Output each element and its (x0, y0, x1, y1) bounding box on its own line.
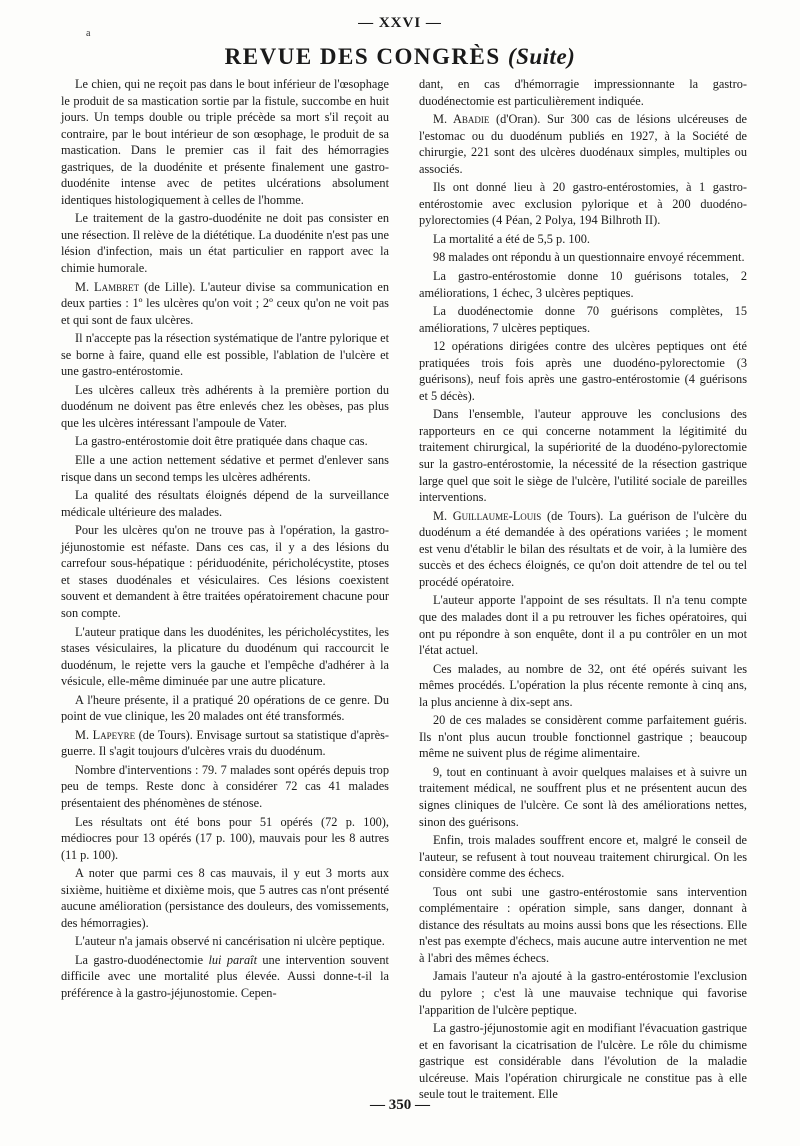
paragraph: Tous ont subi une gastro-entérostomie sans intervention complémentaire : opération simple, sans danger, donnant à distance des résultats au moins aussi bons que les résections. Elle n'est pas exempte d'échecs, mais aucune autre intervention ne met à l'abri des mêmes échecs. (419, 884, 747, 965)
paragraph: Dans l'ensemble, l'auteur approuve les conclusions des rapporteurs en ce qui concerne notamment la légitimité du traitement chirurgical, la supériorité de la duodéno-pylorectomie sur la gastro-entérostomie, la nécessité de la résection gastrique large quel que soit le siège de l'ulcère, l'utilité sociale de pareilles interventions. (419, 407, 747, 505)
paragraph: La gastro-jéjunostomie agit en modifiant l'évacuation gastrique et en favorisant la cicatrisation de l'ulcère. Le rôle du chimisme gastrique est considérable dans l'évolution de la maladie ulcéreuse. Mais l'opération chirurgicale ne constitue pas à elle seule tout le traitement. Elle (419, 1021, 747, 1102)
author-name: M. Lapeyre (75, 727, 136, 742)
paragraph: Les ulcères calleux très adhérents à la première portion du duodénum ne doivent pas être enlevés chez les obèses, pas plus que les ulcères intéressant l'ampoule de Vater. (61, 382, 389, 430)
paragraph: La duodénectomie donne 70 guérisons complètes, 15 améliorations, 7 ulcères peptiques. (419, 304, 747, 335)
paragraph: L'auteur n'a jamais observé ni cancérisation ni ulcère peptique. (75, 934, 385, 949)
paragraph: A l'heure présente, il a pratiqué 20 opérations de ce genre. Du point de vue clinique, les 20 malades ont été transformés. (61, 692, 389, 724)
paragraph: La qualité des résultats éloignés dépend de la surveillance médicale ultérieure des malades. (61, 488, 389, 519)
section-title-main: REVUE DES CONGRÈS (224, 44, 501, 69)
paragraph: La gastro-entérostomie doit être pratiquée dans chaque cas. (75, 434, 368, 449)
paragraph: Ils ont donné lieu à 20 gastro-entérostomies, à 1 gastro-entérostomie avec exclusion pylorique et à 200 duodéno-pylorectomies (4 Péan, 2 Polya, 194 Bilhroth II). (419, 180, 747, 228)
paragraph-text: (de Tours). Envisage surtout sa statistique d'après-guerre. Il s'agit toujours d'ulcères vrais du duodénum. (61, 727, 389, 759)
paragraph-text: (de Tours). La guérison de l'ulcère du duodénum a été demandée à des opérations variées ; le moment est venu d'établir le bilan des résultats et de voir, à la lumière des succès et des échecs éloignés, ce qu'on doit attendre de tel ou tel procédé opératoire. (419, 508, 747, 589)
paragraph: Pour les ulcères qu'on ne trouve pas à l'opération, la gastro-jéjunostomie est néfaste. Dans ces cas, il y a des lésions du carrefour sous-hépatique : périduodénite, péricholécystite, ptoses et stases duodénales et vésiculaires. Ces lésions coexistent souvent et demandent à être traitées opératoirement chacune pour son compte. (61, 523, 389, 620)
paragraph: 98 malades ont répondu à un questionnaire envoyé récemment. (433, 250, 745, 265)
paragraph-text: (de Lille). L'auteur divise sa communication en deux parties : 1º les ulcères qu'on voit ; 2º ceux qu'on ne voit pas et qui sont de faux ulcères. (61, 279, 389, 327)
section-title-suffix: (Suite) (507, 44, 576, 69)
paragraph: 9, tout en continuant à avoir quelques malaises et à suivre un traitement médical, ne souffrent plus et ne présentent aucun des signes cliniques de l'ulcère. Ce sont là des améliorations nettes, sinon des guérisons. (419, 764, 747, 829)
paragraph: Jamais l'auteur n'a ajouté à la gastro-entérostomie l'exclusion du pylore ; c'est là une mauvaise technique qui favorise l'apparition de l'ulcère peptique. (419, 969, 747, 1017)
paragraph: Le traitement de la gastro-duodénite ne doit pas consister en une résection. Il relève de la diététique. La duodénite n'est pas une lésion d'infection, mais un état particulier en rapport avec la chimie humorale. (61, 211, 389, 276)
paragraph: La gastro-entérostomie donne 10 guérisons totales, 2 améliorations, 1 échec, 3 ulcères peptiques. (419, 269, 747, 300)
paragraph (61, 952, 389, 1002)
author-name: M. Abadie (433, 112, 490, 127)
author-name: M. Lambret (75, 279, 140, 294)
paragraph: Le chien, qui ne reçoit pas dans le bout inférieur de l'œsophage le produit de sa mastication sortie par la fistule, succombe en huit jours. Un temps double ou triple précède sa mort s'il reçoit au contraire, par le bout intérieur de son œsophage, le produit de sa mastication. Dans le premier cas il fait des hémorragies gastriques, de la duodénite et présente finalement une gastro-duodénite intense avec de petites ulcérations absolument identiques histologiquement à celles de l'homme. (61, 77, 389, 207)
right-column (419, 76, 747, 1105)
section-title (0, 44, 800, 70)
paragraph: Enfin, trois malades souffrent encore et, malgré le conseil de l'auteur, se refusent à tout nouveau traitement chirurgical. On les considère comme des échecs. (419, 833, 747, 881)
margin-mark: a (86, 28, 91, 39)
paragraph: A noter que parmi ces 8 cas mauvais, il y eut 3 morts aux sixième, huitième et dixième mois, que 5 autres cas n'ont présenté aucune amélioration (persistance des douleurs, des vomissements, des hémorragies). (61, 866, 389, 930)
paragraph: Nombre d'interventions : 79. 7 malades sont opérés depuis trop peu de temps. Reste donc à considérer 72 cas 41 malades présentaient des phénomènes de sténose. (61, 762, 389, 810)
paragraph-text: (d'Oran). Sur 300 cas de lésions ulcéreuses de l'estomac ou du duodénum publiés en 1927, à la Société de chirurgie, 221 sont des ulcères duodénaux simples, multiples ou associés. (419, 112, 747, 176)
author-name: M. Guillaume-Louis (433, 508, 542, 523)
paragraph-text: une intervention souvent difficile avec une mortalité plus élevée. Aussi donne-t-il la préférence à la gastro-jéjunostomie. Cepen- (61, 952, 389, 1000)
paragraph: L'auteur apporte l'appoint de ses résultats. Il n'a tenu compte que des malades dont il a pu retrouver les fiches opératoires, qui ont pu répondre à son enquête, dont il a pu contrôler en un mot l'état actuel. (419, 593, 747, 658)
paragraph (61, 279, 389, 329)
paragraph: L'auteur pratique dans les duodénites, les péricholécystites, les stases vésiculaires, la plicature du duodénum qui raccourcit le duodénum, le rejette vers la gauche et l'empêche d'adhérer à la vésicule, elle-même diminuée par une autre plicature. (61, 624, 389, 689)
paragraph: 20 de ces malades se considèrent comme parfaitement guéris. Ils n'ont plus aucun trouble fonctionnel gastrique ; beaucoup même ne suivent plus de régime alimentaire. (419, 713, 747, 761)
paragraph: Ces malades, au nombre de 32, ont été opérés suivant les mêmes procédés. L'opération la plus récente remonte à cinq ans, la plus ancienne à dix-sept ans. (419, 661, 747, 709)
italic-text: lui paraît (208, 952, 258, 967)
paragraph: 12 opérations dirigées contre des ulcères peptiques ont été pratiquées trois fois après une duodéno-pylorectomie (3 guérisons), neuf fois après une gastro-entérostomie (4 guérisons et 5 décès). (419, 339, 747, 403)
roman-page-number: — XXVI — (358, 15, 442, 31)
page-number: — 350 — (370, 1097, 430, 1113)
paragraph: Il n'accepte pas la résection systématique de l'antre pylorique et se borne à faire, quand elle est possible, l'ablation de l'ulcère et une gastro-entérostomie. (61, 331, 389, 379)
paragraph (419, 111, 747, 177)
left-column (61, 76, 389, 1004)
paragraph (61, 727, 389, 760)
paragraph: La mortalité a été de 5,5 p. 100. (433, 231, 590, 246)
paragraph: dant, en cas d'hémorragie impressionnante la gastro-duodénectomie est particulièrement indiquée. (419, 77, 747, 108)
paragraph-text: La gastro-duodénectomie (75, 952, 209, 967)
paragraph: Les résultats ont été bons pour 51 opérés (72 p. 100), médiocres pour 13 opérés (17 p. 100), mauvais pour les 8 autres (11 p. 100). (61, 814, 389, 862)
paragraph: Elle a une action nettement sédative et permet d'enlever sans risque dans un second temps les ulcères adhérents. (61, 453, 389, 484)
paragraph (419, 508, 747, 591)
